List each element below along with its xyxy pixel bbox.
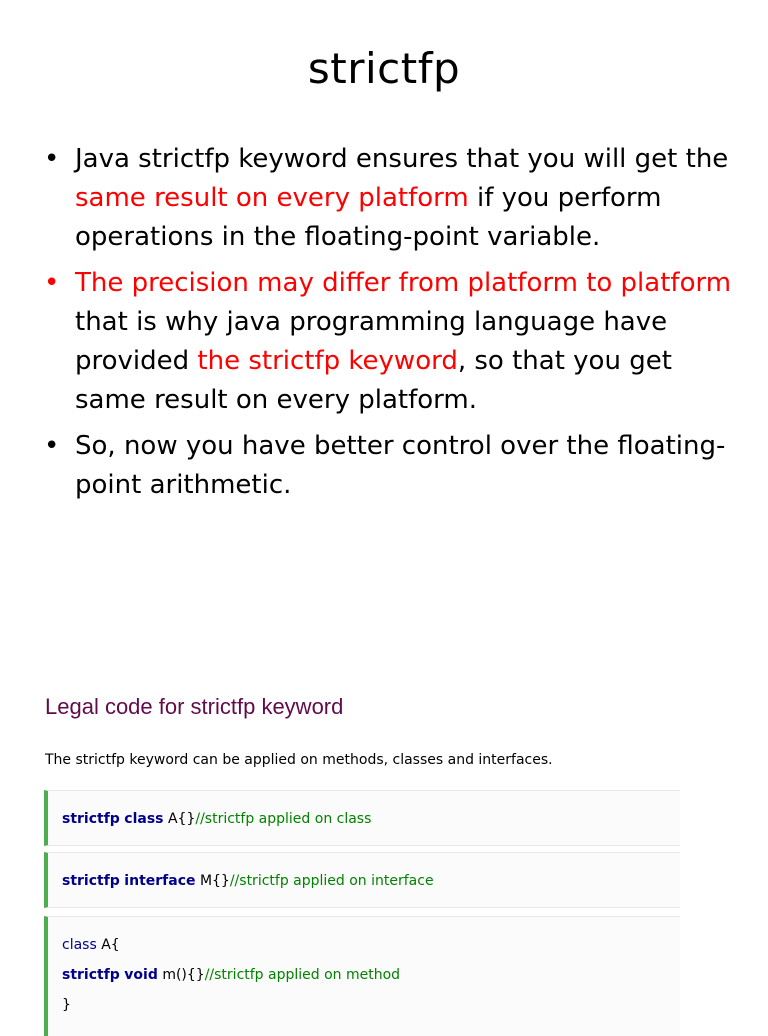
code-line xyxy=(62,930,680,960)
bullet-text-segment: So, now you have better control over the floating-point arithmetic. xyxy=(75,431,726,500)
bullet-highlight-segment: the strictfp keyword xyxy=(197,346,458,376)
code-line xyxy=(62,804,680,834)
code-keyword: strictfp xyxy=(62,811,120,827)
code-keyword: interface xyxy=(124,873,196,889)
slide-title: strictfp xyxy=(307,44,461,93)
code-line xyxy=(62,960,680,990)
legal-code-description: The strictfp keyword can be applied on methods, classes and interfaces. xyxy=(45,752,553,768)
bullet-item xyxy=(44,427,734,505)
code-example-class xyxy=(44,790,680,846)
bullet-text-segment: if you perform operations in the floating-point variable. xyxy=(75,183,662,252)
code-line xyxy=(62,866,680,896)
bullet-marker: • xyxy=(44,144,60,174)
code-text: A{} xyxy=(163,811,196,827)
code-comment: //strictfp applied on class xyxy=(195,811,372,827)
code-text: } xyxy=(62,997,71,1013)
code-keyword: strictfp xyxy=(62,873,120,889)
code-comment: //strictfp applied on method xyxy=(204,967,401,983)
bullet-text-segment: , so that you get same result on every platform. xyxy=(75,346,672,415)
bullet-marker: • xyxy=(44,431,60,461)
bullet-item xyxy=(44,140,734,257)
bullet-highlight-segment: The precision may differ from platform to platform xyxy=(75,268,732,298)
code-line xyxy=(62,990,680,1020)
code-keyword: void xyxy=(124,967,158,983)
code-example-interface xyxy=(44,852,680,908)
code-comment: //strictfp applied on interface xyxy=(229,873,434,889)
code-example-method xyxy=(44,916,680,1036)
code-keyword: class xyxy=(124,811,164,827)
bullet-list xyxy=(44,140,734,512)
code-keyword: class xyxy=(62,937,97,953)
code-text: M{} xyxy=(195,873,230,889)
code-keyword: strictfp xyxy=(62,967,120,983)
legal-code-heading: Legal code for strictfp keyword xyxy=(45,694,344,719)
bullet-item xyxy=(44,264,734,420)
bullet-highlight-segment: same result on every platform xyxy=(75,183,469,213)
code-text: m(){} xyxy=(157,967,205,983)
bullet-text-segment: Java strictfp keyword ensures that you will get the xyxy=(75,144,729,174)
bullet-marker: • xyxy=(44,268,60,298)
bullet-text-segment: that is why java programming language have provided xyxy=(75,307,668,376)
code-text: A{ xyxy=(96,937,120,953)
